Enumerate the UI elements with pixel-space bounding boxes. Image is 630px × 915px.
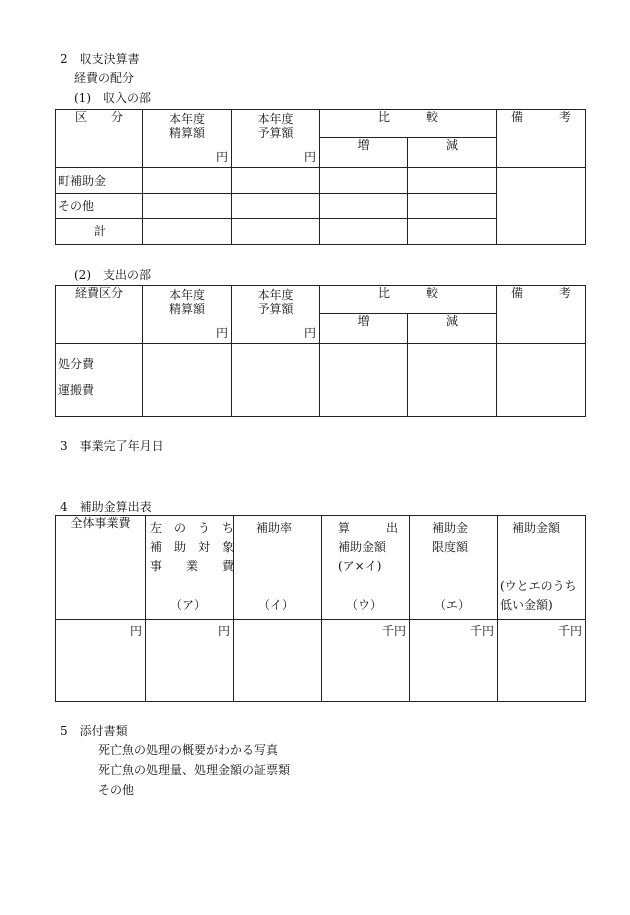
attachment-item: その他 [98, 783, 135, 797]
income-title: (1) 収入の部 [74, 91, 151, 105]
income-header-seisan: 本年度 精算額 円 [143, 110, 232, 168]
expense-cell [408, 344, 497, 417]
income-row-label: その他 [56, 194, 143, 219]
income-header-kubun: 区 分 [56, 110, 143, 168]
expense-cell [320, 344, 408, 417]
expense-header-seisan: 本年度 精算額 円 [143, 286, 232, 344]
section-2-title: 2 収支決算書 [60, 52, 140, 66]
subsidy-header-total: 全体事業費 [56, 516, 146, 620]
expense-row-label: 運搬費 [58, 383, 95, 397]
subsidy-cell-calc: 千円 [322, 620, 410, 702]
expense-cell [232, 344, 320, 417]
expense-header-gen: 減 [408, 314, 497, 344]
expense-cell [143, 344, 232, 417]
expense-row-labels [56, 344, 143, 417]
income-row-label: 町補助金 [56, 168, 143, 194]
income-cell [320, 168, 408, 194]
subsidy-cell-amount: 千円 [498, 620, 586, 702]
income-cell [143, 194, 232, 219]
income-header-zou: 増 [320, 138, 408, 168]
income-cell [232, 194, 320, 219]
income-cell [320, 194, 408, 219]
income-biko-cell [497, 168, 586, 245]
income-cell [232, 219, 320, 245]
subsidy-header-limit: 補助金 限度額 （エ） [410, 516, 498, 620]
section-2-subtitle: 経費の配分 [74, 71, 135, 85]
subsidy-header-rate: 補助率 （イ） [234, 516, 322, 620]
attachment-item: 死亡魚の処理の概要がわかる写真 [98, 743, 279, 757]
income-header-gen: 減 [408, 138, 497, 168]
expense-header-kubun: 経費区分 [56, 286, 143, 344]
income-cell [232, 168, 320, 194]
expense-title: (2) 支出の部 [74, 268, 151, 282]
income-cell [143, 219, 232, 245]
subsidy-header-calc: 算 出 補助金額 (ア×イ) （ウ） [322, 516, 410, 620]
expense-header-hikaku: 比 較 [320, 286, 497, 314]
expense-header-biko: 備 考 [497, 286, 586, 344]
income-header-yosan: 本年度 予算額 円 [232, 110, 320, 168]
expense-header-zou: 増 [320, 314, 408, 344]
income-header-biko: 備 考 [497, 110, 586, 168]
section-5-title: 5 添付書類 [60, 724, 128, 738]
expense-table [55, 285, 586, 417]
section-3-title: 3 事業完了年月日 [60, 439, 164, 453]
income-header-hikaku: 比 較 [320, 110, 497, 138]
expense-header-yosan: 本年度 予算額 円 [232, 286, 320, 344]
subsidy-cell-limit: 千円 [410, 620, 498, 702]
expense-row-label: 処分費 [58, 357, 95, 371]
income-table [55, 109, 586, 245]
subsidy-table [55, 515, 586, 702]
income-cell [408, 194, 497, 219]
subsidy-cell-rate [234, 620, 322, 702]
section-4-title: 4 補助金算出表 [60, 500, 152, 514]
income-row-label: 計 [56, 219, 143, 245]
subsidy-header-amount: 補助金額 (ウとエのうち 低い金額) [498, 516, 586, 620]
attachment-item: 死亡魚の処理量、処理金額の証票類 [98, 763, 291, 777]
income-cell [143, 168, 232, 194]
subsidy-cell-taisho: 円 [146, 620, 234, 702]
income-cell [408, 219, 497, 245]
subsidy-cell-total: 円 [56, 620, 146, 702]
income-cell [408, 168, 497, 194]
subsidy-header-taisho: 左 の う ち 補 助 対 象 事 業 費 （ア） [146, 516, 234, 620]
expense-cell [497, 344, 586, 417]
income-cell [320, 219, 408, 245]
